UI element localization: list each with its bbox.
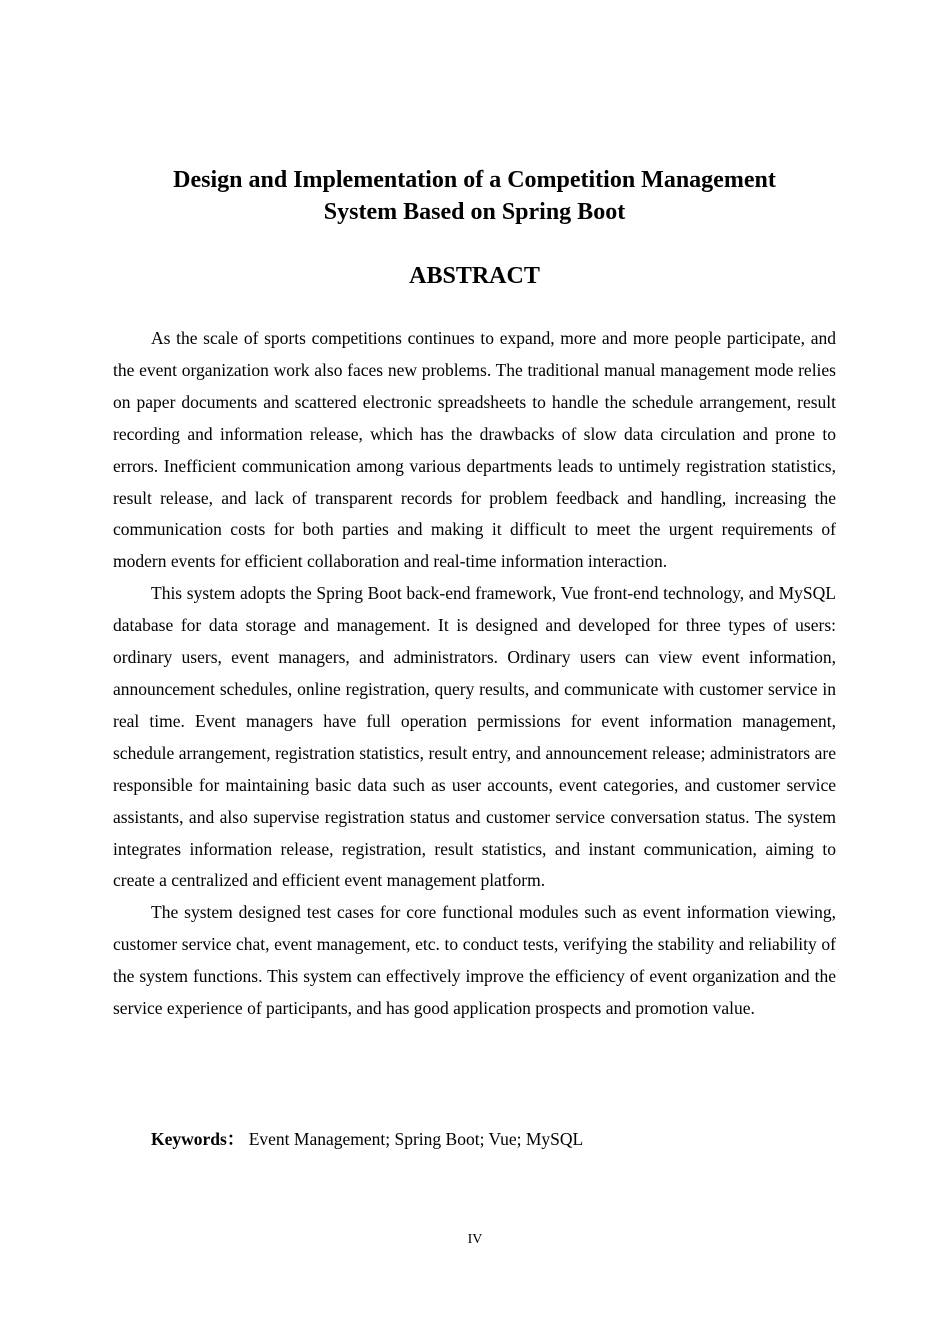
page-number: IV xyxy=(467,1232,483,1247)
abstract-body xyxy=(113,323,836,1025)
keywords-line xyxy=(151,1124,583,1154)
title-line-2: System Based on Spring Boot xyxy=(323,199,626,225)
abstract-paragraph-2: This system adopts the Spring Boot back-end framework, Vue front-end technology, and MySQL database for data storage and management. It is designed and developed for three types of users: ordinary users, event managers, and administrators. Ordinary users can view event information, announcement schedules, online registration, query results, and communicate with customer service in real time. Event managers have full operation permissions for event information management, schedule arrangement, registration statistics, result entry, and announcement release; administrators are responsible for maintaining basic data such as user accounts, event categories, and customer service assistants, and also supervise registration status and customer service conversation status. The system integrates information release, registration, result statistics, and instant communication, aiming to create a centralized and efficient event management platform. xyxy=(113,583,836,891)
abstract-paragraph-1: As the scale of sports competitions continues to expand, more and more people participate, and the event organization work also faces new problems. The traditional manual management mode relies on paper documents and scattered electronic spreadsheets to handle the schedule arrangement, result recording and information release, which has the drawbacks of slow data circulation and prone to errors. Inefficient communication among various departments leads to untimely registration statistics, result release, and lack of transparent records for problem feedback and handling, increasing the communication costs for both parties and making it difficult to meet the urgent requirements of modern events for efficient collaboration and real-time information interaction. xyxy=(113,328,836,572)
title-line-1: Design and Implementation of a Competition Management xyxy=(173,167,776,193)
document-title xyxy=(113,164,836,228)
keywords-text: Event Management; Spring Boot; Vue; MySQL xyxy=(248,1129,584,1149)
abstract-paragraph-3: The system designed test cases for core functional modules such as event information viewing, customer service chat, event management, etc. to conduct tests, verifying the stability and reliability of the system functions. This system can effectively improve the efficiency of event organization and the service experience of participants, and has good application prospects and promotion value. xyxy=(113,902,836,1019)
abstract-heading: ABSTRACT xyxy=(409,263,540,289)
keywords-label: Keywords： xyxy=(151,1129,245,1149)
